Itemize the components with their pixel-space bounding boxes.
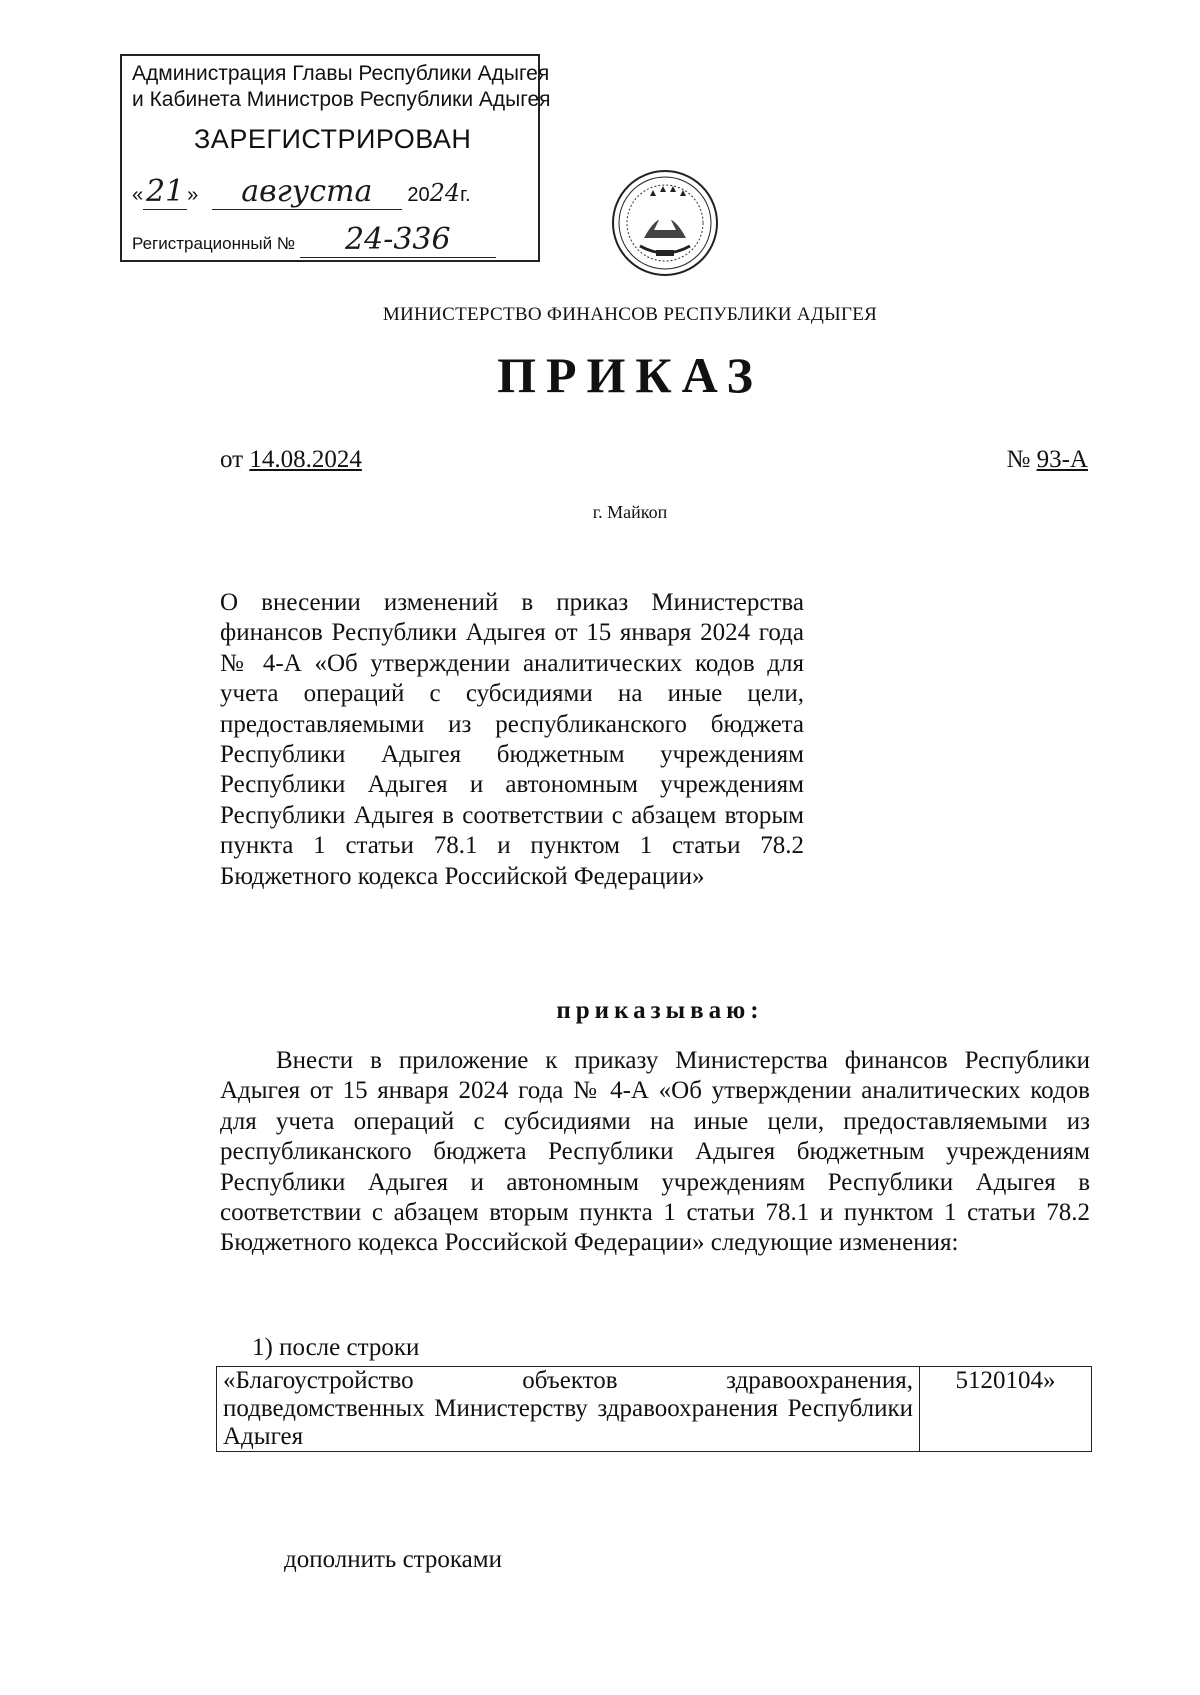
- body-paragraph: Внести в приложение к приказу Министерства финансов Республики Адыгея от 15 января 2024 года № 4-А «Об утверждении аналитических кодов для учета операций с субсидиями на иные цели, предоставляемыми из республиканского бюджета Республики Адыгея бюджетным учреждениям Республики Адыгея и автономным учреждениям Республики Адыгея в соответствии с абзацем вторым пункта 1 статьи 78.1 и пунктом 1 статьи 78.2 Бюджетного кодекса Российской Федерации» следующие изменения:: [220, 1047, 1090, 1257]
- order-number: [1007, 446, 1089, 474]
- codes-table: [216, 1366, 1092, 1452]
- registration-stamp: [120, 54, 551, 262]
- stamp-day: 21: [143, 174, 187, 210]
- stamp-year-end: г.: [460, 184, 471, 206]
- order-subject: О внесении изменений в приказ Министерства финансов Республики Адыгея от 15 января 2024 года № 4-А «Об утверждении аналитических кодов для учета операций с субсидиями на иные цели, предоставляемыми из республиканского бюджета Республики Адыгея бюджетным учреждениям Республики Адыгея и автономным учреждениям Республики Адыгея в соответствии с абзацем вторым пункта 1 статьи 78.1 и пунктом 1 статьи 78.2 Бюджетного кодекса Российской Федерации»: [220, 589, 804, 890]
- order-word: приказываю:: [556, 997, 764, 1024]
- table-cell-text: «Благоустройство объектов здравоохранения, подведомственных Министерству здравоохранения Республики Адыгея: [217, 1367, 920, 1452]
- stamp-reg-row: [132, 222, 496, 258]
- table-cell-code: 5120104»: [920, 1367, 1092, 1452]
- document-title: ПРИКАЗ: [497, 347, 763, 403]
- item-1: 1) после строки: [252, 1334, 420, 1361]
- table-row: [217, 1367, 1092, 1452]
- stamp-org-line1: Администрация Главы Республики Адыгея: [132, 62, 550, 85]
- stamp-month: августа: [212, 174, 402, 210]
- date-value: 14.08.2024: [249, 446, 362, 473]
- stamp-reg-number: 24-336: [300, 222, 496, 258]
- stamp-org-line2: и Кабинета Министров Республики Адыгея: [132, 88, 551, 111]
- stamp-reg-label: Регистрационный №: [132, 234, 296, 253]
- stamp-registered: ЗАРЕГИСТРИРОВАН: [194, 124, 472, 154]
- stamp-year-suffix: 24: [429, 179, 461, 207]
- supplement-text: дополнить строками: [284, 1546, 502, 1573]
- number-prefix: №: [1006, 446, 1031, 473]
- coat-of-arms-emblem: [610, 168, 720, 278]
- date-prefix: от: [220, 446, 244, 473]
- city: г. Майкоп: [592, 502, 668, 522]
- number-value: 93-А: [1036, 446, 1088, 473]
- stamp-date: «21 » августа 2024г.: [132, 174, 471, 209]
- ministry-name: МИНИСТЕРСТВО ФИНАНСОВ РЕСПУБЛИКИ АДЫГЕЯ: [382, 304, 878, 325]
- stamp-year-prefix: 20: [407, 184, 430, 206]
- order-date: [220, 446, 362, 474]
